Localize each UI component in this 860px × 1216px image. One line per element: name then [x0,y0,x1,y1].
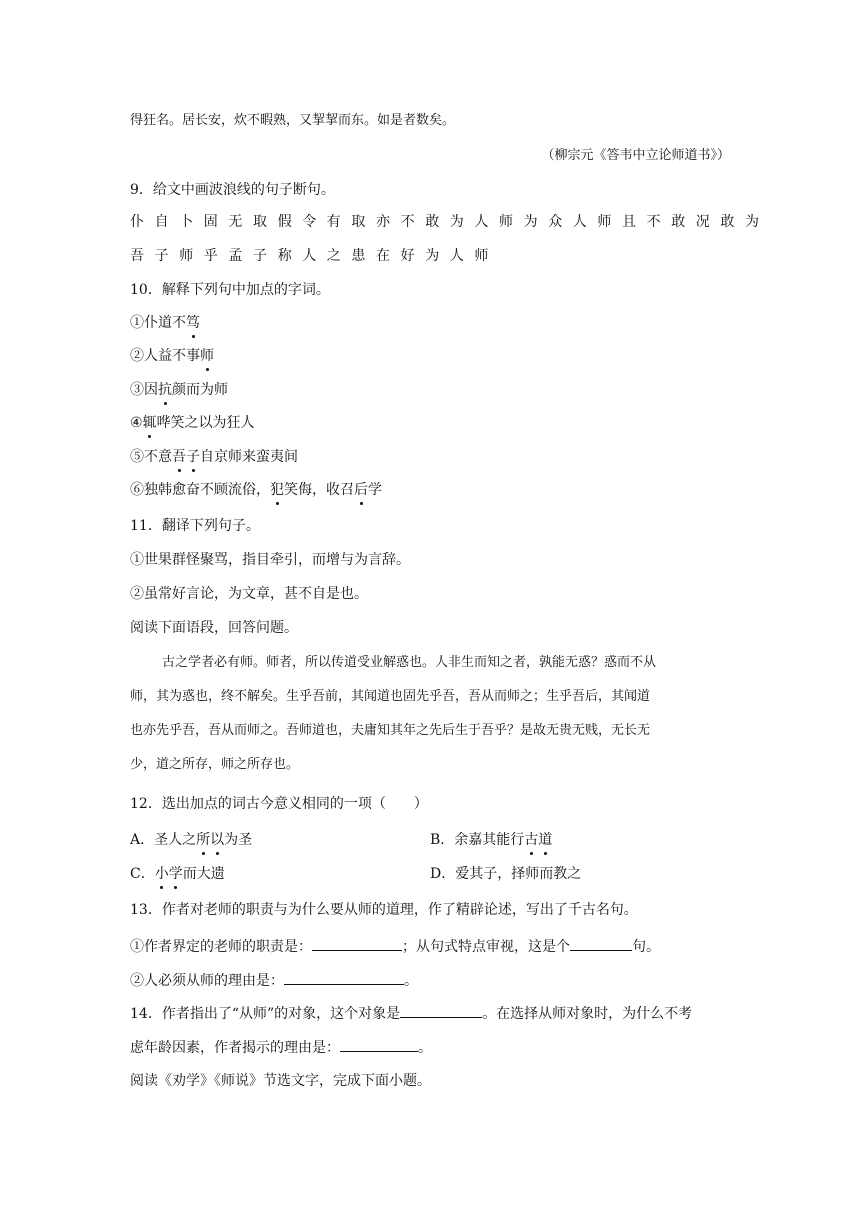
question-9: 9．给文中画波浪线的句子断句。 [130,182,335,198]
question-10: 10．解释下列句中加点的字词。 [130,282,330,298]
dotted-char: 古 [524,832,539,848]
dotted-word [196,832,224,848]
q13-item-2: ②人必须从师的理由是： 。 [130,969,418,991]
q12-option-b: B．余嘉其能行古道 [430,832,553,848]
answer-blank[interactable] [570,935,632,951]
dotted-word: 笃 [186,315,200,331]
question-12: 12．选出加点的词古今意义相同的一项（ ） [130,796,428,812]
q10-item-3: ③因抗颜而为师 [130,382,228,398]
dotted-word: 抗 [158,382,172,398]
dotted-char: 所 [196,832,211,848]
source-citation: （柳宗元《答韦中立论师道书》） [541,148,730,163]
dotted-char: 以 [210,832,225,848]
q12-option-d: D．爱其子，择师而教之 [430,866,582,882]
q12-option-c: C．小学而大遗 [130,866,225,882]
question-11: 11．翻译下列句子。 [130,518,260,534]
question-13: 13．作者对老师的职责与为什么要从师的道理，作了精辟论述，写出了千古名句。 [130,902,638,918]
dotted-word [155,866,183,882]
q13-item-1: ①作者界定的老师的职责是： ；从句式特点审视，这是个 句。 [130,935,660,957]
passage-line-1: 古之学者必有师。师者，所以传道受业解惑也。人非生而知之者，孰能无惑？惑而不从 [162,655,657,670]
dotted-char: 吾 [172,449,186,465]
passage-tail: 得狂名。居长安，炊不暇熟，又挈挈而东。如是者数矣。 [130,113,456,128]
answer-blank[interactable] [312,935,402,951]
dotted-char: 子 [186,449,200,465]
q9-sentence-line-2: 吾子师乎孟子称人之患在好为人师 [130,248,499,264]
q11-item-2: ②虽常好言论，为文章，甚不自是也。 [130,586,368,602]
question-14-line-1: 14．作者指出了“从师”的对象，这个对象是 。在选择从师对象时，为什么不考 [130,1002,692,1024]
q10-item-1: ①仆道不笃 [130,315,200,331]
dotted-word [524,832,552,848]
answer-blank[interactable] [340,1036,418,1052]
dotted-word [172,449,200,465]
reading-intro: 阅读下面语段，回答问题。 [130,620,298,636]
dotted-word: 师 [200,348,214,364]
dotted-char: 小 [154,866,169,882]
dotted-word: 后 [354,482,368,498]
passage-line-2: 师，其为惑也，终不解矣。生乎吾前，其闻道也固先乎吾，吾从而师之；生乎吾后，其闻道 [130,689,651,704]
q10-item-2: ②人益不事师 [130,348,214,364]
dotted-word: 犯 [270,482,284,498]
q12-option-a: A．圣人之所以为圣 [130,832,253,848]
dotted-char: 学 [168,866,183,882]
reading-intro-2: 阅读《劝学》《师说》节选文字，完成下面小题。 [130,1073,431,1089]
passage-line-4: 少，道之所存，师之所存也。 [130,757,300,772]
q11-item-1: ①世果群怪聚骂，指目牵引，而增与为言辞。 [130,552,410,568]
dotted-word: 辄 [142,415,157,431]
question-14-line-2: 虑年龄因素，作者揭示的理由是： 。 [130,1036,432,1058]
answer-blank[interactable] [400,1002,482,1018]
answer-blank[interactable] [284,969,404,985]
dotted-char: 道 [538,832,553,848]
q9-sentence-line-1: 仆自卜固无取假令有取亦不敢为人师为众人师且不敢况敢为 [130,214,770,230]
q10-item-4: ④辄哗笑之以为狂人 [130,415,255,431]
q10-item-5: ⑤不意吾子自京师来蛮夷间 [130,449,298,465]
q10-item-6: ⑥独韩愈奋不顾流俗，犯笑侮，收召后学 [130,482,382,498]
passage-line-3: 也亦先乎吾，吾从而师之。吾师道也，夫庸知其年之先后生于吾乎？是故无贵无贱，无长无 [130,723,651,738]
